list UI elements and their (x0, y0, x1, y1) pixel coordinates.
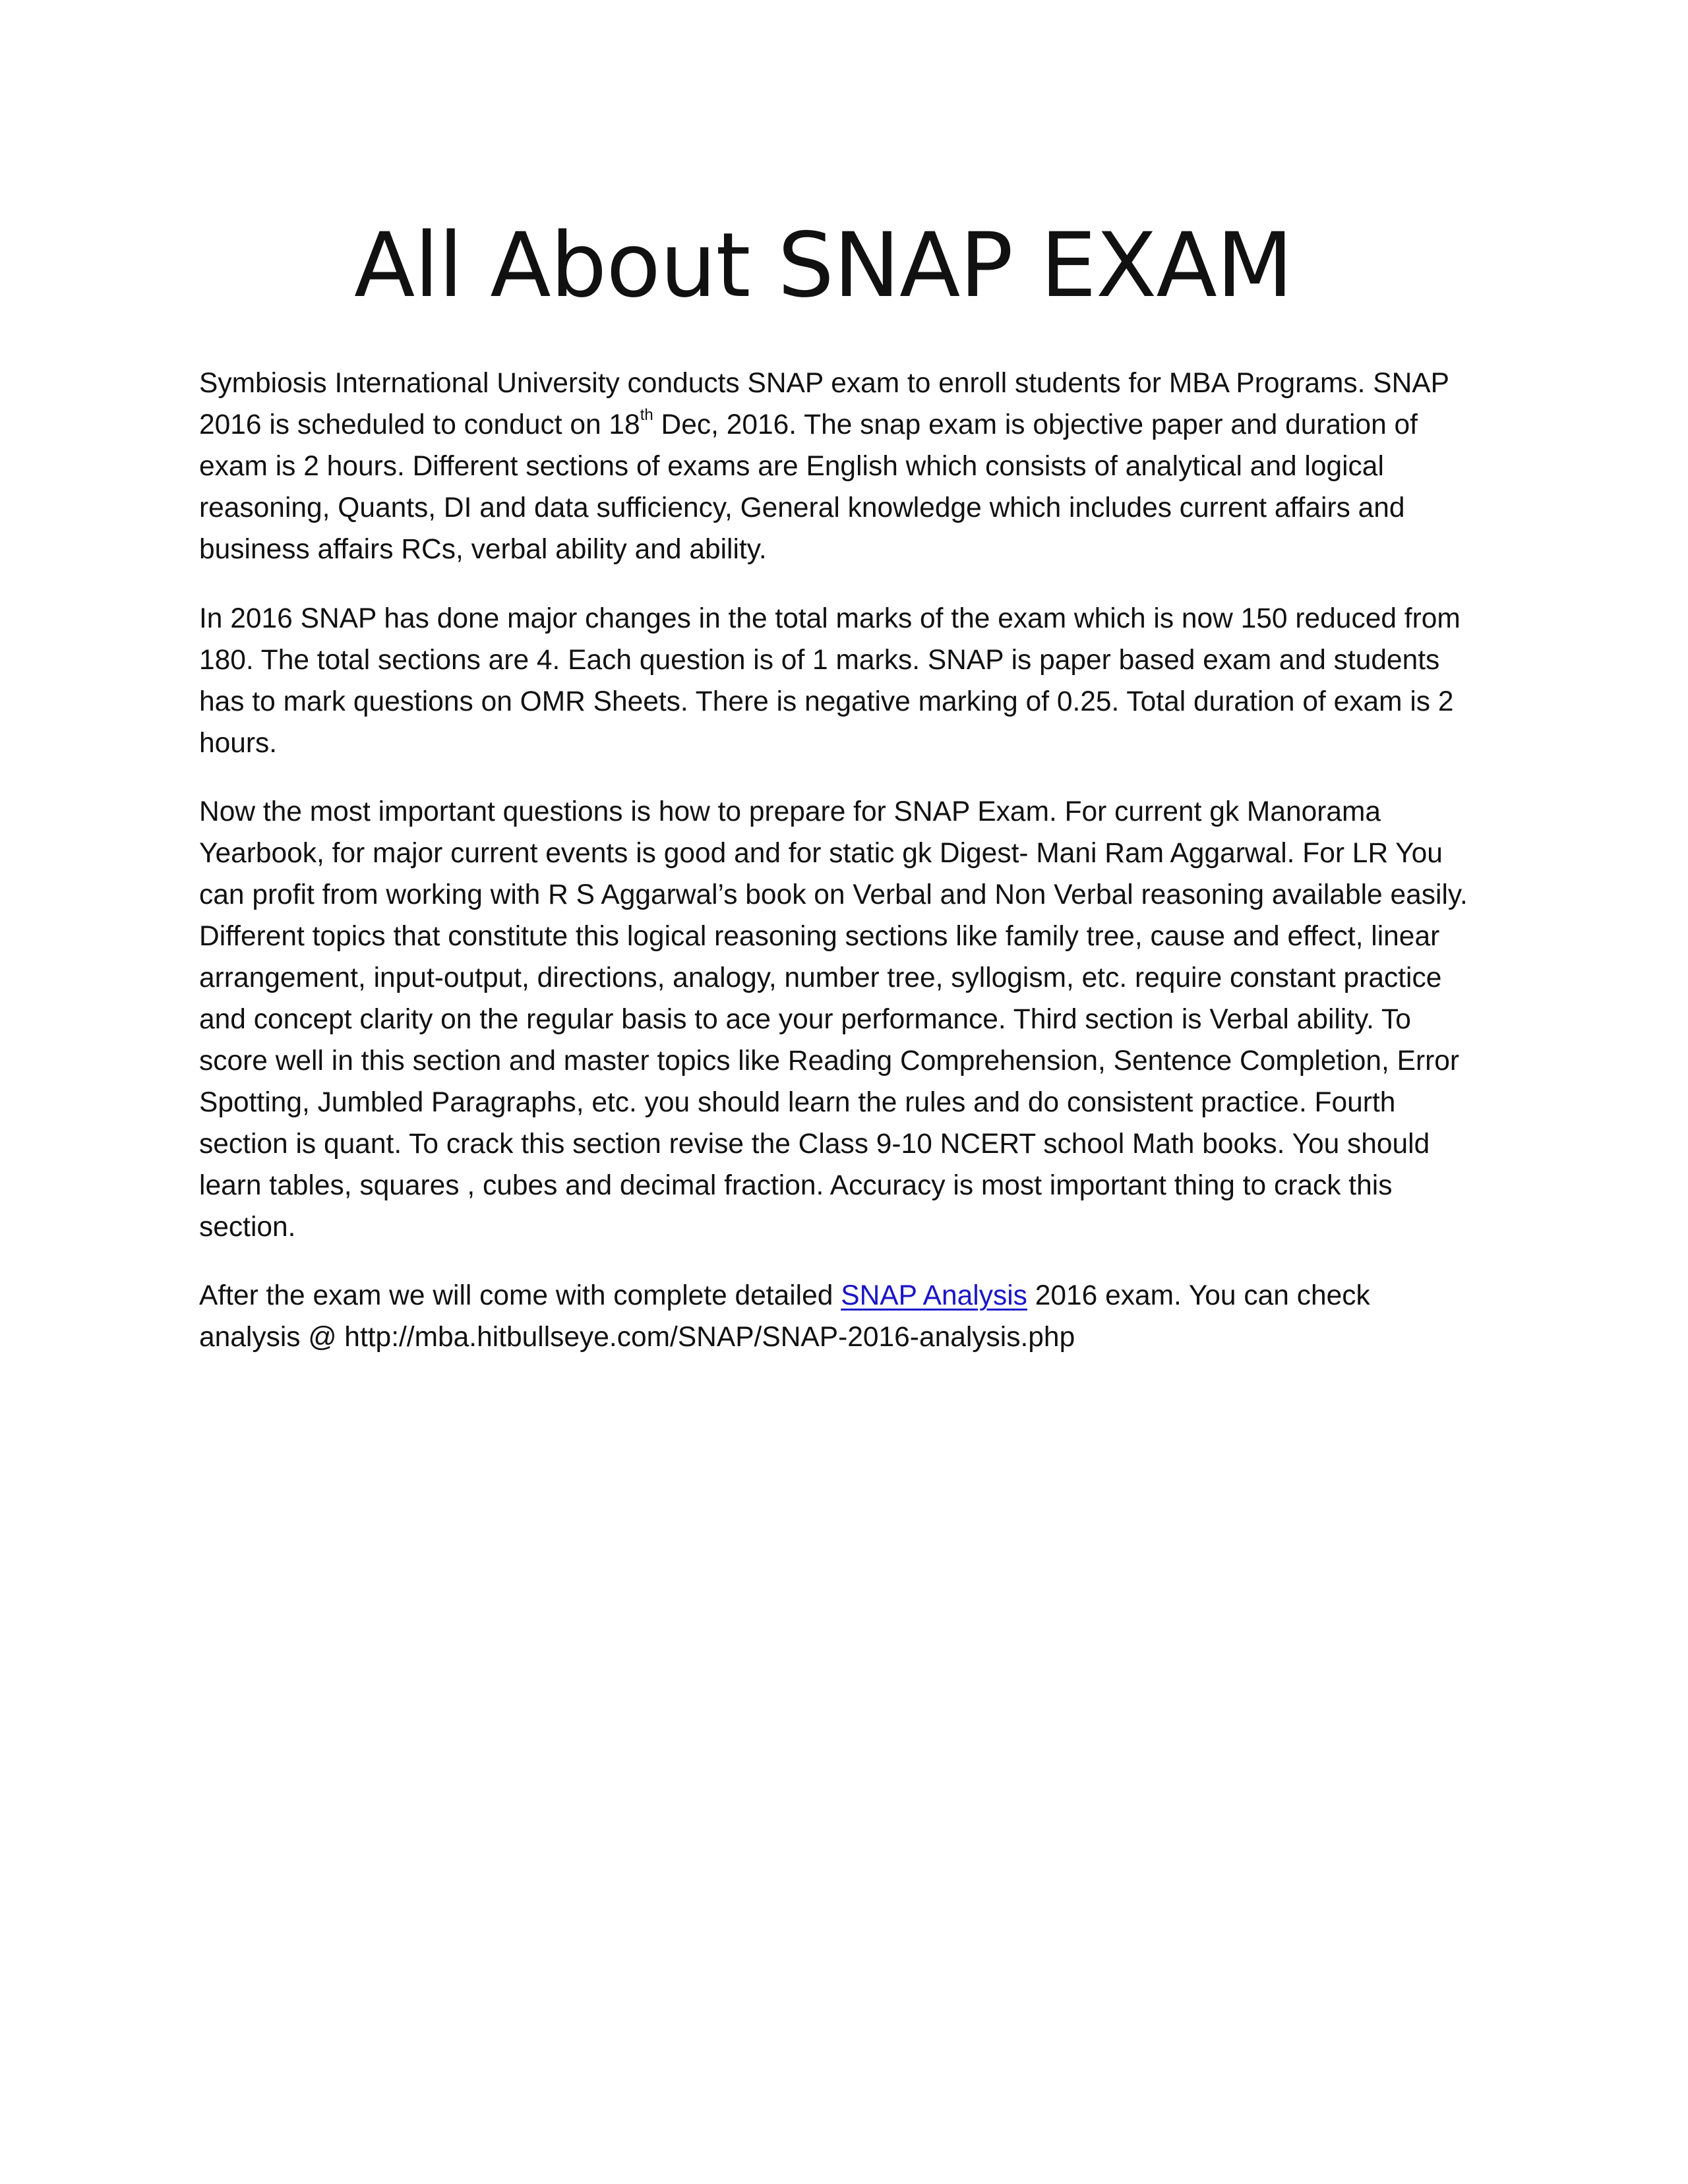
paragraph-line: hours. (199, 728, 278, 759)
paragraph-line: business affairs RCs, verbal ability and ability. (199, 534, 767, 565)
paragraph-line: and concept clarity on the regular basis to ace your performance. Third section is Verbal ability. To (199, 1004, 1411, 1035)
paragraph-changes (199, 598, 1492, 764)
paragraph-line (199, 1275, 1492, 1316)
document-title: All About SNAP EXAM (354, 214, 1293, 317)
paragraph-preparation (199, 791, 1492, 1248)
text-segment: After the exam we will come with complete detailed (199, 1280, 841, 1311)
paragraph-intro (199, 363, 1492, 570)
paragraph-line: 180. The total sections are 4. Each question is of 1 marks. SNAP is paper based exam and students (199, 645, 1440, 676)
paragraph-line: Now the most important questions is how to prepare for SNAP Exam. For current gk Manorama (199, 796, 1381, 827)
text-segment: 2016 exam. You can check (1027, 1280, 1370, 1311)
snap-analysis-link[interactable]: SNAP Analysis (841, 1280, 1027, 1311)
paragraph-line: arrangement, input-output, directions, analogy, number tree, syllogism, etc. require constant practice (199, 962, 1442, 993)
paragraph-line: Symbiosis International University conducts SNAP exam to enroll students for MBA Programs. SNAP (199, 368, 1449, 399)
paragraph-analysis (199, 1275, 1492, 1358)
paragraph-line: score well in this section and master topics like Reading Comprehension, Sentence Completion, Error (199, 1046, 1460, 1077)
paragraph-line: reasoning, Quants, DI and data sufficiency, General knowledge which includes current affairs and (199, 492, 1405, 523)
paragraph-line: Yearbook, for major current events is good and for static gk Digest- Mani Ram Aggarwal. For LR You (199, 838, 1443, 869)
paragraph-line: has to mark questions on OMR Sheets. There is negative marking of 0.25. Total duration of exam is 2 (199, 686, 1454, 717)
paragraph-line: can profit from working with R S Aggarwal’s book on Verbal and Non Verbal reasoning available easily. (199, 879, 1468, 910)
paragraph-line: analysis @ http://mba.hitbullseye.com/SNAP/SNAP-2016-analysis.php (199, 1322, 1075, 1353)
paragraph-line: learn tables, squares , cubes and decimal fraction. Accuracy is most important thing to crack this (199, 1170, 1393, 1201)
paragraph-line: exam is 2 hours. Different sections of exams are English which consists of analytical and logical (199, 451, 1384, 482)
superscript-ordinal: th (640, 405, 653, 424)
paragraph-line (199, 404, 1492, 446)
paragraph-line: Different topics that constitute this logical reasoning sections like family tree, cause and effect, linear (199, 921, 1440, 952)
paragraph-line: section. (199, 1212, 296, 1243)
paragraph-line: Spotting, Jumbled Paragraphs, etc. you should learn the rules and do consistent practice. Fourth (199, 1087, 1396, 1118)
paragraph-line: In 2016 SNAP has done major changes in the total marks of the exam which is now 150 reduced from (199, 603, 1461, 634)
text-segment: 2016 is scheduled to conduct on 18 (199, 409, 640, 440)
text-segment: Dec, 2016. The snap exam is objective paper and duration of (653, 409, 1418, 440)
paragraph-line: section is quant. To crack this section revise the Class 9-10 NCERT school Math books. You should (199, 1129, 1430, 1160)
